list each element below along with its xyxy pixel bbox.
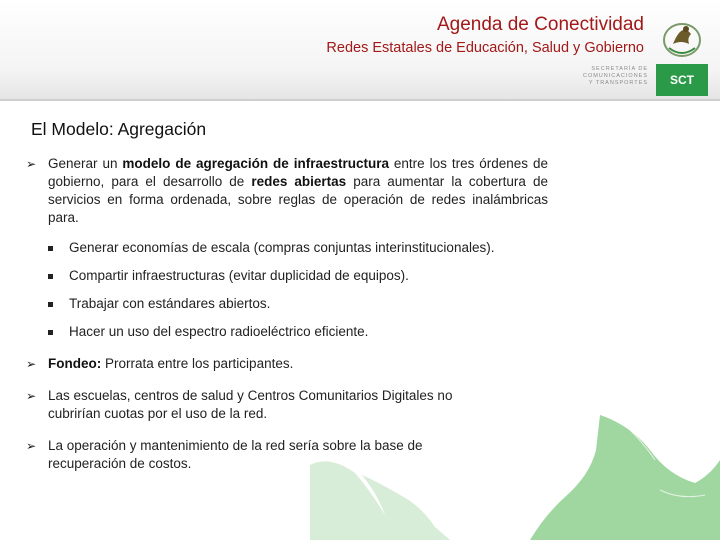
bullet-text: La operación y mantenimiento de la red sería sobre la base de recuperación de costos. <box>48 438 423 471</box>
bullet-list <box>26 155 548 473</box>
list-item <box>26 437 548 473</box>
sub-list-item <box>26 267 548 285</box>
sub-bullet-text: Hacer un uso del espectro radioeléctrico eficiente. <box>69 324 369 339</box>
square-bullet-icon <box>48 274 53 279</box>
sub-list-item <box>26 239 548 257</box>
arrow-bullet-icon: ➢ <box>26 357 37 371</box>
square-bullet-icon <box>48 330 53 335</box>
bold-phrase: modelo de agregación de infraestructura <box>122 156 389 171</box>
sub-bullet-text: Trabajar con estándares abiertos. <box>69 296 271 311</box>
bullet-text <box>48 355 548 373</box>
header-divider <box>0 99 720 101</box>
sub-bullet-text: Generar economías de escala (compras conjuntas interinstitucionales). <box>69 240 495 255</box>
arrow-bullet-icon: ➢ <box>26 157 37 171</box>
org-line-1: SECRETARÍA DE <box>591 66 648 72</box>
sub-list-item <box>26 323 548 341</box>
text-span: Generar un <box>48 156 123 171</box>
bullet-text: Las escuelas, centros de salud y Centros Comunitarios Digitales no cubrirían cuotas por el uso de la red. <box>48 388 453 421</box>
org-line-2: COMUNICACIONES <box>582 73 648 79</box>
list-item <box>26 387 548 423</box>
square-bullet-icon <box>48 246 53 251</box>
slide-subtitle: Redes Estatales de Educación, Salud y Gobierno <box>326 40 644 56</box>
list-item <box>26 155 548 227</box>
text-span: para aumentar la cobertura de servicios en forma ordenada, sobre reglas de operación de redes inalámbricas para. <box>48 174 548 225</box>
secretaria-text <box>578 66 648 87</box>
arrow-bullet-icon: ➢ <box>26 439 37 453</box>
text-span: entre los tres órdenes de gobierno, para el desarrollo de <box>48 156 548 189</box>
bold-phrase: redes abiertas <box>251 174 347 189</box>
square-bullet-icon <box>48 302 53 307</box>
sub-bullet-text: Compartir infraestructuras (evitar duplicidad de equipos). <box>69 268 409 283</box>
list-item <box>26 355 548 373</box>
slide-title: Agenda de Conectividad <box>436 14 644 35</box>
bold-phrase: Fondeo: <box>48 356 102 371</box>
mexican-eagle-emblem-icon <box>659 14 705 60</box>
arrow-bullet-icon: ➢ <box>26 389 37 403</box>
sub-list-item <box>26 295 548 313</box>
bullet-text <box>48 155 548 227</box>
sct-badge: SCT <box>656 64 708 96</box>
org-line-3: Y TRANSPORTES <box>588 80 648 86</box>
section-title: El Modelo: Agregación <box>31 119 207 139</box>
text-span: Prorrata entre los participantes. <box>101 356 294 371</box>
